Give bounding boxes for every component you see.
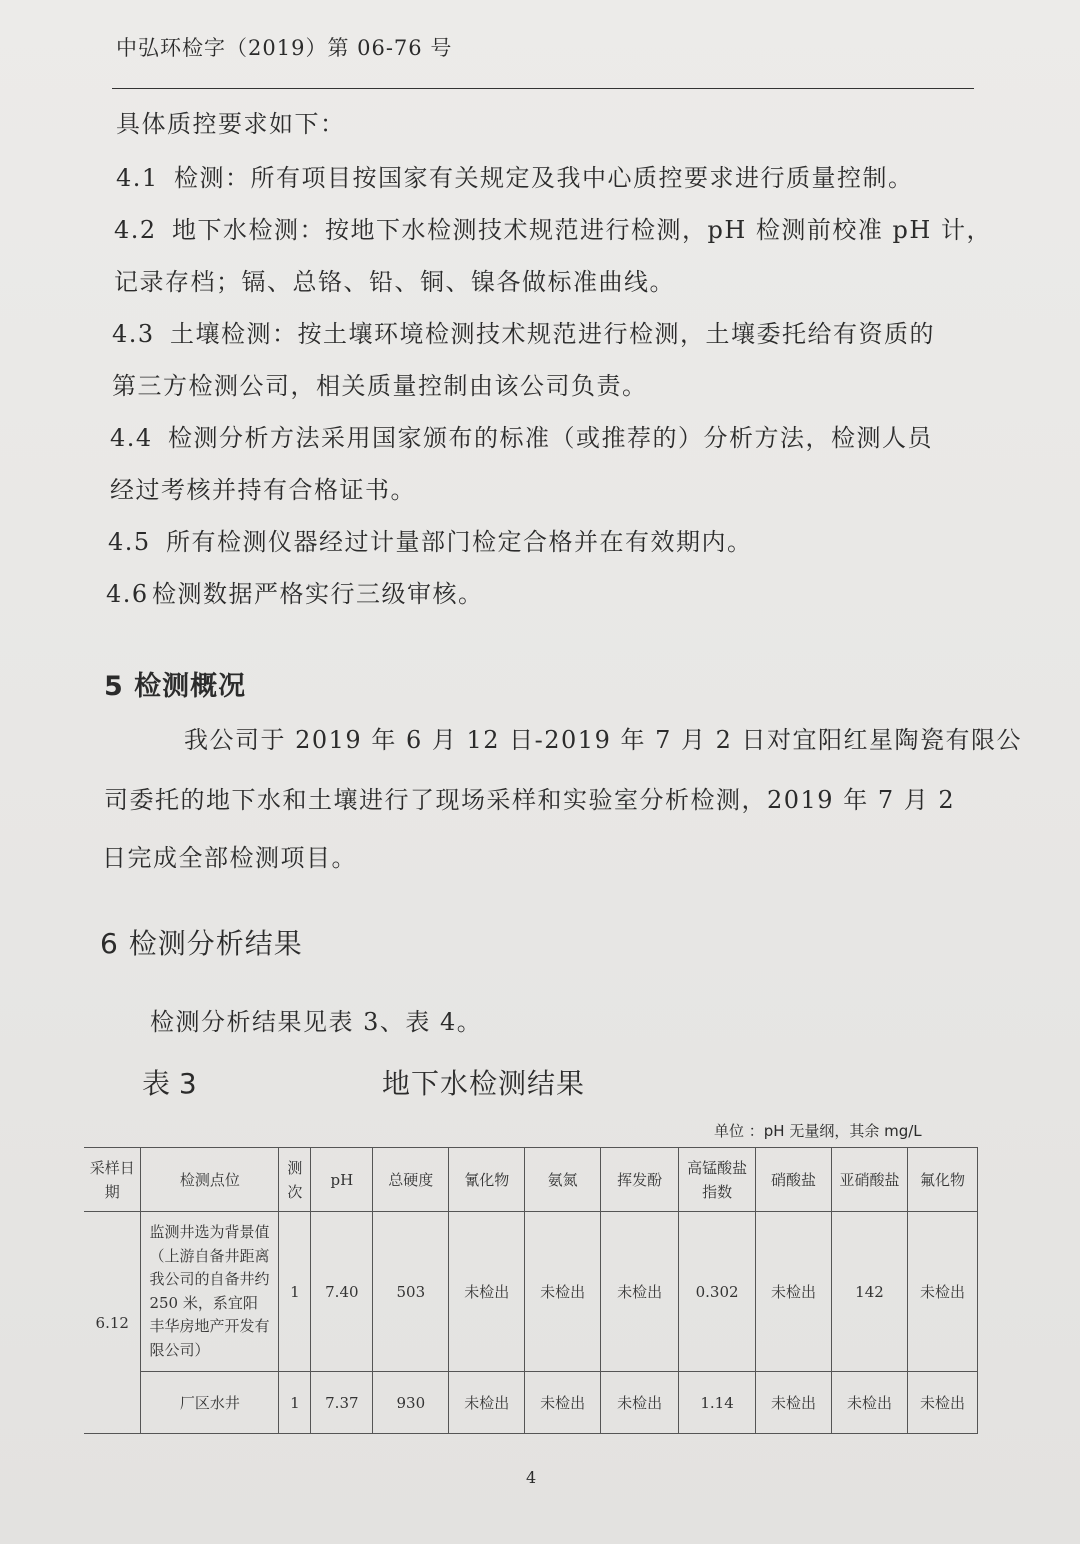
item-text: 土壤检测：按土壤环境检测技术规范进行检测，土壤委托给有资质的 xyxy=(170,320,935,348)
table-cell: 未检出 xyxy=(601,1212,679,1372)
table-cell: 0.302 xyxy=(679,1212,756,1372)
item-4-6 xyxy=(106,574,484,609)
table-cell: 未检出 xyxy=(601,1372,679,1434)
section-5-line-1: 我公司于 2019 年 6 月 12 日-2019 年 7 月 2 日对宜阳红星陶瓷有限公 xyxy=(184,726,1023,754)
item-number: 4.3 xyxy=(112,320,155,348)
table-cell: 未检出 xyxy=(756,1372,832,1434)
item-4-4-cont: 经过考核并持有合格证书。 xyxy=(110,476,416,504)
table-cell: 7.37 xyxy=(311,1372,373,1434)
table-cell: 未检出 xyxy=(525,1372,601,1434)
table-cell: 未检出 xyxy=(756,1212,832,1372)
table-cell: 未检出 xyxy=(907,1372,977,1434)
col-header: 氰化物 xyxy=(449,1148,525,1212)
table-row xyxy=(84,1212,978,1372)
item-number: 4.2 xyxy=(114,216,157,244)
table-cell: 930 xyxy=(373,1372,449,1434)
groundwater-results-table xyxy=(84,1147,978,1434)
item-4-3 xyxy=(112,314,935,349)
col-header: 高锰酸盐指数 xyxy=(679,1148,756,1212)
col-header: 亚硝酸盐 xyxy=(832,1148,908,1212)
item-4-2 xyxy=(114,210,992,245)
table-cell: 1 xyxy=(279,1212,311,1372)
item-text: 检测数据严格实行三级审核。 xyxy=(152,580,484,608)
item-text: 检测分析方法采用国家颁布的标准（或推荐的）分析方法，检测人员 xyxy=(168,424,933,452)
item-text: 地下水检测：按地下水检测技术规范进行检测，pH 检测前校准 pH 计， xyxy=(172,216,992,244)
table-title: 地下水检测结果 xyxy=(382,1067,586,1100)
col-header: 总硬度 xyxy=(373,1148,449,1212)
item-4-1 xyxy=(116,158,914,193)
col-header: 挥发酚 xyxy=(601,1148,679,1212)
table-label: 表 3 xyxy=(142,1067,197,1100)
table-cell: 厂区水井 xyxy=(141,1372,279,1434)
section-5-line-3: 日完成全部检测项目。 xyxy=(102,844,357,872)
section-6-text: 检测分析结果见表 3、表 4。 xyxy=(150,1008,483,1036)
document-number: 中弘环检字（2019）第 06-76 号 xyxy=(116,36,453,60)
item-4-3-cont: 第三方检测公司，相关质量控制由该公司负责。 xyxy=(112,372,648,400)
section-5-line-2: 司委托的地下水和土壤进行了现场采样和实验室分析检测，2019 年 7 月 2 xyxy=(104,786,956,814)
col-header: 氨氮 xyxy=(525,1148,601,1212)
section-5-heading: 5 检测概况 xyxy=(104,671,247,702)
item-text: 检测：所有项目按国家有关规定及我中心质控要求进行质量控制。 xyxy=(174,164,914,192)
item-4-5 xyxy=(108,522,753,557)
table-cell: 7.40 xyxy=(311,1212,373,1372)
table-cell: 监测井选为背景值（上游自备井距离我公司的自备井约 250 米，系宜阳丰华房地产开发有限公司） xyxy=(141,1212,279,1372)
item-number: 4.6 xyxy=(106,580,149,608)
table-row xyxy=(84,1372,978,1434)
col-header: 检测点位 xyxy=(141,1148,279,1212)
table-header-row xyxy=(84,1148,978,1212)
col-header: 氟化物 xyxy=(907,1148,977,1212)
table-cell: 1 xyxy=(279,1372,311,1434)
sample-date: 6.12 xyxy=(84,1212,141,1434)
item-4-2-cont: 记录存档；镉、总铬、铅、铜、镍各做标准曲线。 xyxy=(114,268,675,296)
col-header: 硝酸盐 xyxy=(756,1148,832,1212)
table-cell: 未检出 xyxy=(449,1212,525,1372)
col-header: pH xyxy=(311,1148,373,1212)
item-4-4 xyxy=(110,418,933,453)
table-cell: 未检出 xyxy=(449,1372,525,1434)
header-rule xyxy=(112,88,974,89)
col-header: 测次 xyxy=(279,1148,311,1212)
item-number: 4.5 xyxy=(108,528,151,556)
item-text: 所有检测仪器经过计量部门检定合格并在有效期内。 xyxy=(166,528,753,556)
table-cell: 未检出 xyxy=(832,1372,908,1434)
page-number: 4 xyxy=(526,1468,537,1487)
item-number: 4.4 xyxy=(110,424,153,452)
table-cell: 503 xyxy=(373,1212,449,1372)
table-cell: 未检出 xyxy=(907,1212,977,1372)
section-6-heading: 6 检测分析结果 xyxy=(100,927,303,960)
table-cell: 142 xyxy=(832,1212,908,1372)
intro-text: 具体质控要求如下： xyxy=(116,110,346,138)
item-number: 4.1 xyxy=(116,164,159,192)
table-unit: 单位 ：pH 无量纲，其余 mg/L xyxy=(714,1122,922,1140)
col-header: 采样日期 xyxy=(84,1148,141,1212)
table-cell: 1.14 xyxy=(679,1372,756,1434)
table-cell: 未检出 xyxy=(525,1212,601,1372)
